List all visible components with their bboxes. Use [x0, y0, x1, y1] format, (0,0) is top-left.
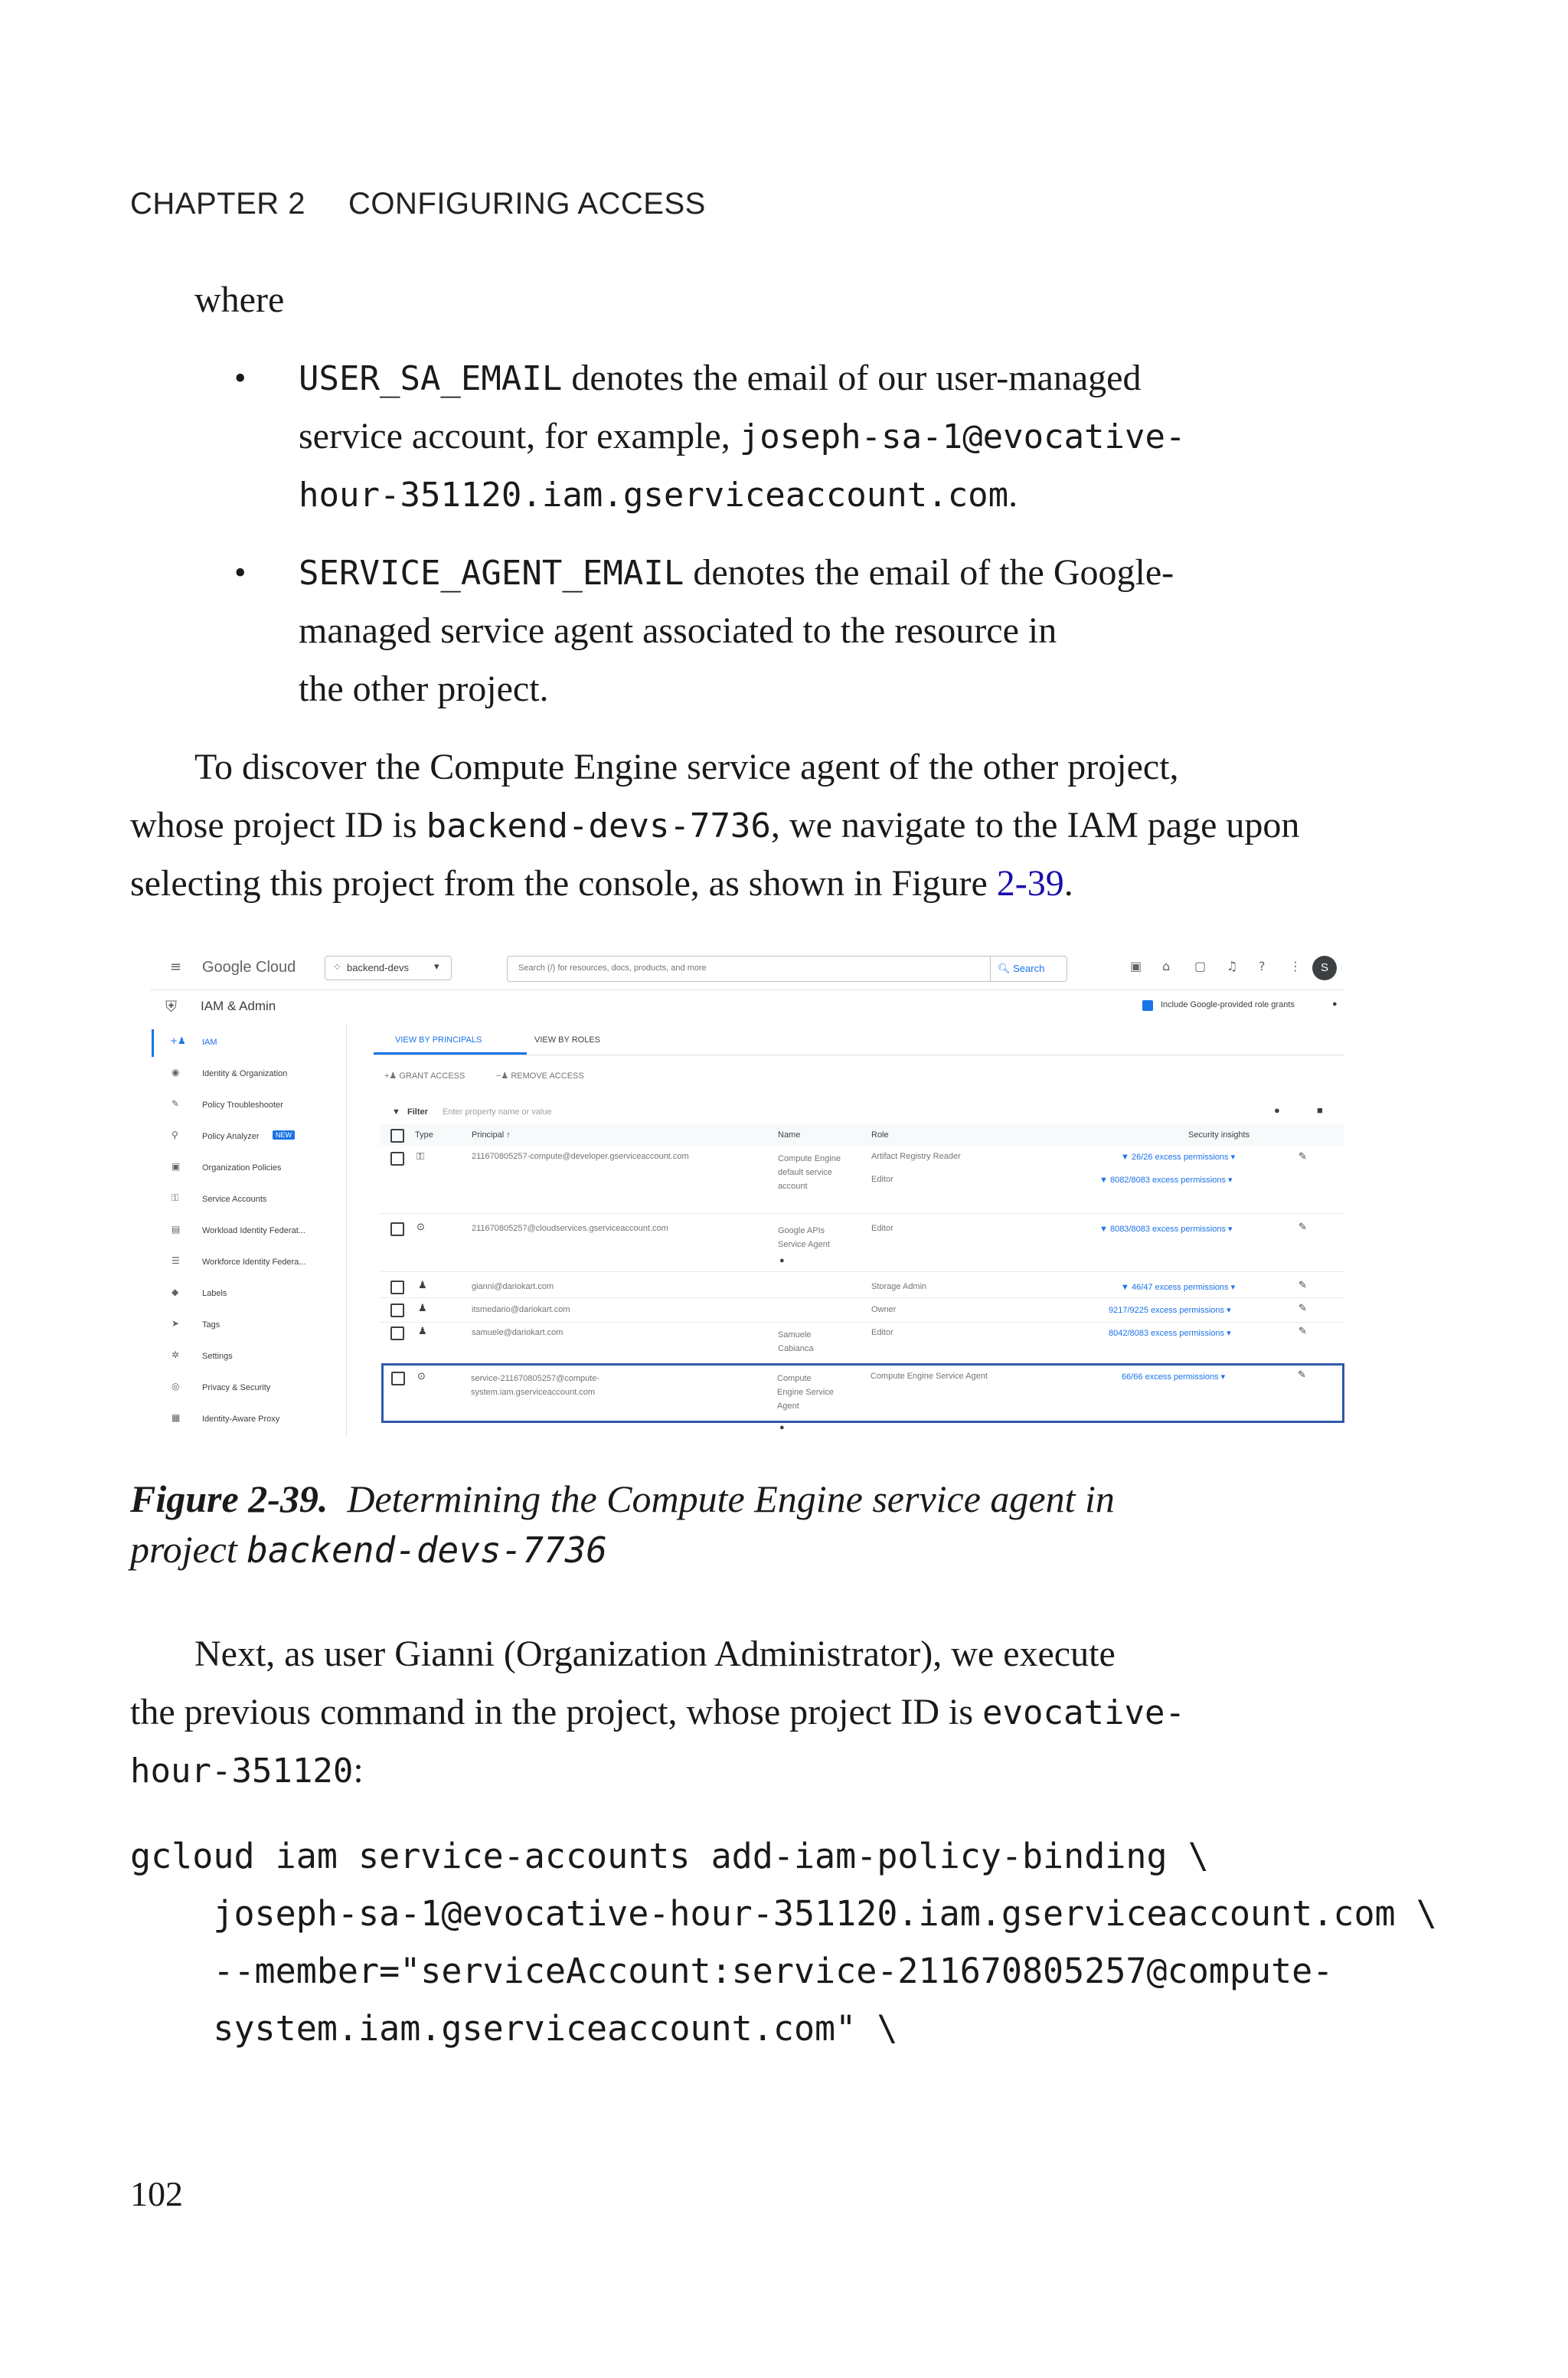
chevron-down-icon: ▾	[434, 960, 439, 972]
security-insight-link[interactable]: ▼ 8083/8083 excess permissions ▾	[1099, 1225, 1233, 1234]
more-icon[interactable]: ⋮	[1289, 959, 1302, 973]
bell-icon[interactable]: ♫	[1227, 959, 1238, 973]
principal-cell: gianni@dariokart.com	[472, 1282, 554, 1291]
column-principal-label: Principal	[472, 1130, 505, 1140]
search-button-label: Search	[1013, 963, 1045, 974]
sidebar-item-policy-analyzer[interactable]	[150, 1124, 341, 1153]
para-1-text-4: .	[1063, 863, 1073, 904]
caption-text: Determining the Compute Engine service agent in	[347, 1477, 1115, 1520]
org-icon: ◉	[172, 1067, 180, 1078]
sidebar-item-label: Labels	[202, 1289, 227, 1298]
sidebar-item-label: IAM	[202, 1038, 217, 1047]
person-icon: ♟	[418, 1279, 427, 1290]
sidebar-item-label: Identity & Organization	[202, 1069, 288, 1078]
role-cell: Owner	[871, 1305, 897, 1314]
security-insight-link[interactable]: ▼ 26/26 excess permissions ▾	[1121, 1153, 1236, 1162]
service-account-icon: ⚿	[416, 1150, 424, 1162]
bullet-2-line-1	[299, 544, 1174, 603]
page-number: 102	[130, 2174, 183, 2213]
bullet-dot: •	[234, 359, 247, 397]
person-add-icon: +♟	[170, 1035, 186, 1046]
remove-access-button[interactable]: −♟ REMOVE ACCESS	[496, 1071, 584, 1081]
column-display-icon[interactable]: ■	[1317, 1104, 1323, 1116]
role-cell: Editor	[871, 1224, 893, 1233]
code-block	[130, 1827, 1437, 2057]
sidebar	[150, 1023, 347, 1437]
insight-text: 66/66 excess permissions	[1122, 1372, 1219, 1382]
service-agent-icon: ⊙	[416, 1221, 425, 1232]
chapter-label: CHAPTER 2	[130, 187, 305, 221]
privacy-icon: ◎	[172, 1381, 180, 1392]
edit-icon[interactable]: ✎	[1298, 1279, 1307, 1290]
shield-icon: ⛨	[165, 997, 177, 1016]
sidebar-item-label: Settings	[202, 1352, 233, 1361]
select-all-checkbox[interactable]	[390, 1129, 404, 1143]
insight-text: 8082/8083 excess permissions	[1109, 1176, 1226, 1185]
sidebar-item-workforce-identity[interactable]	[150, 1249, 341, 1278]
code-line: joseph-sa-1@evocative-hour-351120.iam.gserviceaccount.com \	[130, 1893, 1437, 1934]
remove-access-label: REMOVE ACCESS	[511, 1071, 584, 1081]
para-1-text-3: selecting this project from the console, as shown in Figure	[130, 863, 997, 904]
figure-caption	[130, 1474, 1115, 1575]
bullet-1-line-3	[299, 466, 1018, 525]
sidebar-item-label: Organization Policies	[202, 1163, 282, 1173]
row-divider	[380, 1322, 1344, 1323]
tag-icon: ➤	[172, 1318, 180, 1329]
edit-icon[interactable]: ✎	[1298, 1369, 1306, 1380]
principal-cell: itsmedario@dariokart.com	[472, 1305, 570, 1314]
console-top-bar	[150, 947, 1344, 990]
help-icon[interactable]: ●	[1332, 999, 1338, 1009]
column-principal[interactable]: Principal ↑	[472, 1130, 511, 1140]
help-icon[interactable]: ●	[779, 1256, 785, 1265]
project-selector[interactable]	[325, 956, 452, 980]
bullet-dot: •	[234, 554, 247, 591]
terminal-icon[interactable]: ▢	[1194, 959, 1207, 973]
principal-cell: 211670805257@cloudservices.gserviceaccount.com	[472, 1224, 668, 1233]
sidebar-item-tags[interactable]	[150, 1312, 341, 1341]
para-2-text: the previous command in the project, whose project ID is	[130, 1692, 983, 1732]
search-divider	[990, 957, 991, 981]
avatar[interactable]: S	[1312, 956, 1337, 980]
caption-code: backend-devs-7736	[247, 1529, 608, 1571]
sidebar-item-label: Policy Analyzer	[202, 1132, 260, 1141]
para-2-code: evocative-	[982, 1693, 1185, 1732]
insight-text: 8042/8083 excess permissions	[1109, 1329, 1225, 1338]
name-cell: Compute Engine Service Agent	[777, 1374, 834, 1411]
sidebar-item-label: Workforce Identity Federa...	[202, 1258, 306, 1267]
edit-icon[interactable]: ✎	[1298, 1302, 1307, 1313]
bullet-1-code: USER_SA_EMAIL	[299, 359, 563, 398]
filter-label[interactable]: Filter	[407, 1107, 428, 1117]
include-grants-checkbox[interactable]	[1142, 1000, 1153, 1011]
name-cell: Google APIs Service Agent	[778, 1226, 830, 1249]
service-agent-icon: ⊙	[417, 1370, 426, 1382]
role-cell: Editor	[871, 1328, 893, 1337]
google-cloud-logo[interactable]: Google Cloud	[202, 959, 296, 976]
row-checkbox[interactable]	[390, 1326, 404, 1340]
para-1-text: whose project ID is	[130, 805, 426, 846]
label-icon: ◆	[172, 1287, 179, 1297]
help-icon[interactable]: ●	[779, 1423, 785, 1432]
code-line: --member="serviceAccount:service-211670805257@compute-	[130, 1951, 1334, 1991]
workload-icon: ▤	[172, 1224, 181, 1235]
sidebar-item-label: Privacy & Security	[202, 1383, 271, 1392]
sidebar-item-identity[interactable]	[150, 1061, 341, 1090]
security-insight-link[interactable]: 66/66 excess permissions ▾	[1122, 1372, 1226, 1382]
service-account-icon: ⚿	[172, 1192, 179, 1203]
include-grants-label: Include Google-provided role grants	[1161, 1000, 1295, 1009]
row-checkbox[interactable]	[391, 1372, 405, 1385]
edit-icon[interactable]: ✎	[1298, 1221, 1307, 1232]
security-insight-link[interactable]: ▼ 46/47 excess permissions ▾	[1121, 1283, 1236, 1292]
column-security-insights[interactable]: Security insights	[1188, 1130, 1250, 1140]
insight-text: 26/26 excess permissions	[1131, 1153, 1229, 1162]
row-divider	[380, 1297, 1344, 1298]
column-role[interactable]: Role	[871, 1130, 889, 1140]
policy-icon: ▣	[172, 1161, 181, 1172]
running-header	[130, 187, 706, 221]
para-1-line-2	[130, 796, 1299, 855]
para-2-text-2: :	[353, 1750, 364, 1791]
new-badge: NEW	[273, 1130, 295, 1140]
grant-access-button[interactable]: +♟ GRANT ACCESS	[384, 1071, 466, 1081]
person-icon: ♟	[418, 1302, 427, 1313]
section-title: IAM & Admin	[201, 999, 276, 1013]
sidebar-item-iam[interactable]	[150, 1029, 341, 1058]
bullet-1-text-3: .	[1008, 474, 1018, 515]
filter-icon[interactable]: ▼	[392, 1107, 400, 1117]
bullet-1-code-3: hour-351120.iam.gserviceaccount.com	[299, 476, 1009, 515]
search-input[interactable]: Search (/) for resources, docs, products, and more	[518, 963, 707, 973]
column-type[interactable]: Type	[415, 1130, 433, 1140]
help-icon[interactable]: ●	[1274, 1104, 1280, 1116]
search-bar[interactable]	[507, 956, 1067, 982]
sidebar-item-label: Tags	[202, 1320, 220, 1330]
project-icon: ⁘	[333, 961, 341, 973]
security-insight-link[interactable]: 9217/9225 excess permissions ▾	[1109, 1306, 1231, 1315]
filter-input[interactable]: Enter property name or value	[443, 1107, 552, 1117]
para-1-text-2: , we navigate to the IAM page upon	[770, 805, 1300, 846]
project-selector-value: backend-devs	[347, 962, 409, 973]
bullet-2-text: denotes the email of the Google-	[684, 552, 1174, 593]
role-cell: Artifact Registry Reader	[871, 1152, 961, 1161]
project-id-code: backend-devs-7736	[426, 806, 771, 846]
bullet-1-text: denotes the email of our user-managed	[562, 358, 1142, 398]
sidebar-item-troubleshooter[interactable]	[150, 1092, 341, 1121]
search-button[interactable]: 🔍︎ Search	[998, 963, 1045, 974]
code-icon[interactable]: ▣	[1130, 959, 1142, 973]
para-2-line-3	[130, 1742, 364, 1801]
tab-view-by-principals[interactable]: VIEW BY PRINCIPALS	[395, 1035, 482, 1045]
sidebar-item-workload-identity[interactable]	[150, 1218, 341, 1247]
para-2-line-1: Next, as user Gianni (Organization Administrator), we execute	[194, 1634, 1116, 1674]
role-cell: Storage Admin	[871, 1282, 927, 1291]
sidebar-item-org-policies[interactable]	[150, 1155, 341, 1184]
security-insight-link[interactable]: 8042/8083 excess permissions ▾	[1109, 1329, 1231, 1338]
bullet-2-code: SERVICE_AGENT_EMAIL	[299, 554, 684, 593]
insight-text: 9217/9225 excess permissions	[1109, 1306, 1225, 1315]
analyzer-icon: ⚲	[172, 1130, 178, 1140]
principal-cell: service-211670805257@compute-system.iam.gserviceaccount.com	[471, 1374, 600, 1397]
where-text: where	[194, 280, 285, 320]
sidebar-item-label: Workload Identity Federat...	[202, 1226, 305, 1235]
bullet-2-line-3: the other project.	[299, 669, 549, 709]
caption-text-2: project	[130, 1528, 247, 1571]
help-icon[interactable]: ?	[1259, 959, 1266, 973]
sidebar-item-privacy[interactable]	[150, 1375, 341, 1404]
para-2-code-2: hour-351120	[130, 1752, 354, 1791]
sidebar-item-service-accounts[interactable]	[150, 1186, 341, 1215]
iap-icon: ▦	[172, 1412, 181, 1423]
console-screenshot	[150, 947, 1344, 1437]
name-cell: Samuele Cabianca	[778, 1330, 814, 1353]
row-checkbox[interactable]	[390, 1303, 404, 1317]
column-name[interactable]: Name	[778, 1130, 801, 1140]
sidebar-item-labels[interactable]	[150, 1281, 341, 1310]
grant-access-label: GRANT ACCESS	[399, 1071, 466, 1081]
caption-label: Figure 2-39.	[130, 1477, 328, 1520]
para-1-line-1: To discover the Compute Engine service agent of the other project,	[194, 747, 1179, 787]
row-divider	[380, 1213, 1344, 1214]
sidebar-item-label: Service Accounts	[202, 1195, 267, 1204]
caption-line-2	[130, 1524, 1115, 1575]
wrench-icon: ✎	[172, 1098, 180, 1109]
bullet-1-code-2: joseph-sa-1@evocative-	[739, 417, 1186, 456]
para-2-line-2	[130, 1683, 1185, 1742]
edit-icon[interactable]: ✎	[1298, 1150, 1307, 1162]
gear-icon: ✲	[172, 1349, 180, 1360]
row-checkbox[interactable]	[390, 1222, 404, 1236]
name-cell: Compute Engine default service account	[778, 1154, 841, 1191]
edit-icon[interactable]: ✎	[1298, 1325, 1307, 1336]
tab-view-by-roles[interactable]: VIEW BY ROLES	[534, 1035, 600, 1045]
row-divider	[380, 1271, 1344, 1272]
chapter-title: CONFIGURING ACCESS	[348, 187, 706, 221]
sidebar-item-label: Identity-Aware Proxy	[202, 1415, 280, 1424]
principal-cell: samuele@dariokart.com	[472, 1328, 564, 1337]
role-cell: Compute Engine Service Agent	[871, 1372, 988, 1381]
principal-cell: 211670805257-compute@developer.gserviceaccount.com	[472, 1152, 689, 1161]
role-cell: Editor	[871, 1175, 893, 1184]
security-insight-link[interactable]: ▼ 8082/8083 excess permissions ▾	[1099, 1176, 1233, 1185]
para-1-line-3	[130, 855, 1073, 913]
sidebar-item-label: Policy Troubleshooter	[202, 1101, 283, 1110]
bullet-1-line-1	[299, 349, 1141, 408]
caption-line-1	[130, 1474, 1115, 1524]
list-icon: ☰	[172, 1255, 180, 1266]
insight-text: 8083/8083 excess permissions	[1109, 1225, 1226, 1234]
code-line: gcloud iam service-accounts add-iam-policy-binding \	[130, 1836, 1209, 1876]
sidebar-item-iap[interactable]	[150, 1406, 341, 1435]
row-checkbox[interactable]	[390, 1152, 404, 1166]
figure-link[interactable]: 2-39	[996, 863, 1064, 904]
highlighted-row[interactable]	[381, 1363, 1344, 1423]
insight-text: 46/47 excess permissions	[1131, 1283, 1229, 1292]
gift-icon[interactable]: ⌂	[1162, 959, 1171, 973]
bullet-1-text-2: service account, for example,	[299, 416, 740, 456]
code-line: system.iam.gserviceaccount.com" \	[130, 2008, 898, 2049]
row-checkbox[interactable]	[390, 1281, 404, 1294]
bullet-1-line-2	[299, 407, 1186, 466]
sidebar-item-settings[interactable]	[150, 1343, 341, 1372]
menu-icon[interactable]: ≡	[170, 959, 182, 975]
bullet-2-line-2: managed service agent associated to the resource in	[299, 610, 1057, 651]
person-icon: ♟	[418, 1325, 427, 1336]
